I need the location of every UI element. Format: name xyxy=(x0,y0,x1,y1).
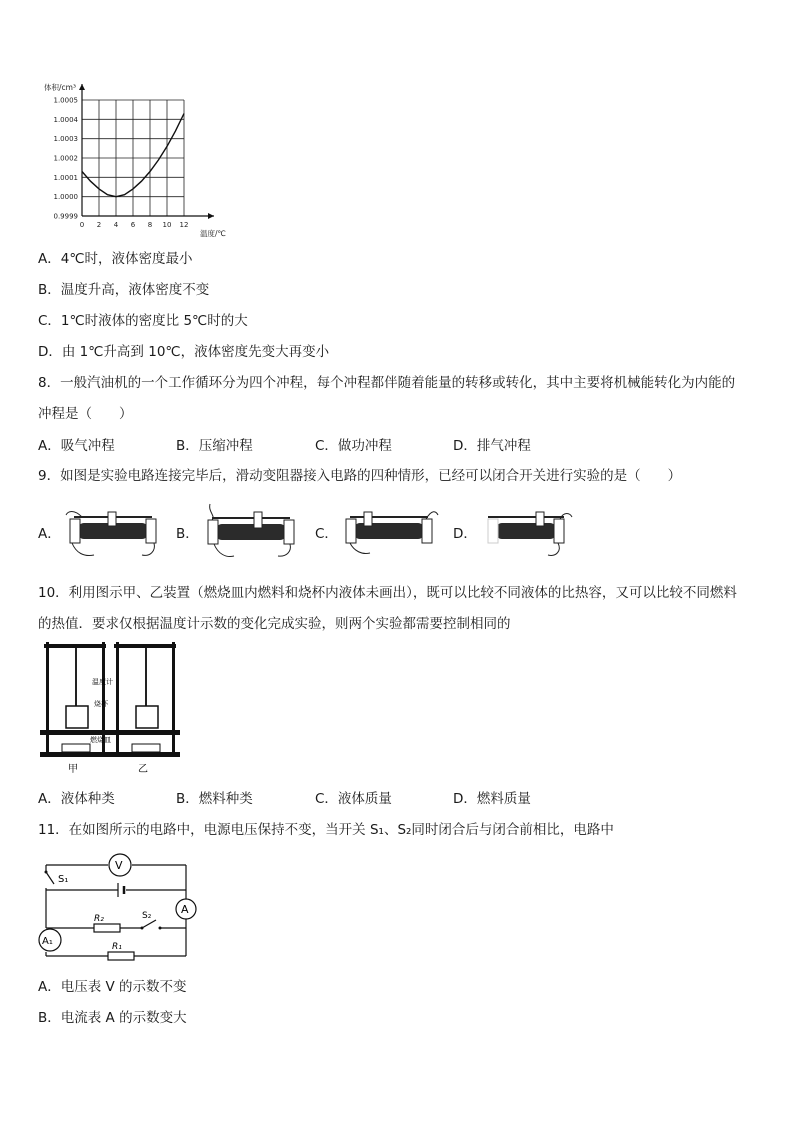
x-tick-label: 8 xyxy=(147,221,153,229)
q11-option-a: A．电压表 V 的示数不变 xyxy=(38,979,187,995)
q9-label-d: D． xyxy=(453,526,477,542)
x-tick-label: 4 xyxy=(113,221,119,229)
q8-stem-line2: 冲程是（ ） xyxy=(38,406,133,422)
label-r1: R₁ xyxy=(112,942,122,952)
x-tick-label: 10 xyxy=(162,221,172,229)
label-beaker: 烧杯 xyxy=(94,700,108,708)
q10-option-b: B．燃料种类 xyxy=(176,791,253,807)
q8-stem-line1: 8．一般汽油机的一个工作循环分为四个冲程，每个冲程都伴随着能量的转移或转化，其中主要将机械能转化为内能的 xyxy=(38,375,736,391)
label-s1: S₁ xyxy=(58,874,69,885)
x-tick-label: 6 xyxy=(130,221,136,229)
rheostat-figure-a xyxy=(64,505,164,560)
rheostat-figure-c xyxy=(340,505,440,560)
q10-option-a: A．液体种类 xyxy=(38,791,115,807)
q8-option-c: C．做功冲程 xyxy=(315,438,392,454)
q11-option-b: B．电流表 A 的示数变大 xyxy=(38,1010,187,1026)
rheostat-figure-d xyxy=(476,505,576,560)
y-axis-arrow xyxy=(79,84,85,90)
label-r2: R₂ xyxy=(94,914,104,924)
volume-temperature-chart xyxy=(36,80,236,240)
q9-label-b: B． xyxy=(176,526,199,542)
label-burner: 燃烧皿 xyxy=(90,736,111,744)
x-tick-label: 0 xyxy=(79,221,85,229)
x-axis-arrow xyxy=(208,213,214,219)
q10-stem-line1: 10．利用图示甲、乙装置（燃烧皿内燃料和烧杯内液体未画出），既可以比较不同液体的比热容，又可以比较不同燃料 xyxy=(38,585,737,601)
q10-stem-line2: 的热值．要求仅根据温度计示数的变化完成实验，则两个实验都需要控制相同的 xyxy=(38,616,511,632)
y-tick-label: 1.0003 xyxy=(53,135,78,144)
q11-stem: 11．在如图所示的电路中，电源电压保持不变，当开关 S₁、S₂同时闭合后与闭合前相比，电路中 xyxy=(38,822,614,838)
q7-option-a: A．4℃时，液体密度最小 xyxy=(38,251,193,267)
q7-option-b: B．温度升高，液体密度不变 xyxy=(38,282,210,298)
q7-option-c: C．1℃时液体的密度比 5℃时的大 xyxy=(38,313,248,329)
label-ammeter-a: A xyxy=(181,903,189,916)
y-tick-label: 1.0005 xyxy=(53,96,78,105)
q9-label-c: C． xyxy=(315,526,338,542)
q10-option-c: C．液体质量 xyxy=(315,791,392,807)
q9-label-a: A． xyxy=(38,526,61,542)
y-tick-label: 0.9999 xyxy=(53,212,78,221)
x-tick-label: 2 xyxy=(96,221,102,229)
q8-option-d: D．排气冲程 xyxy=(453,438,531,454)
q10-option-d: D．燃料质量 xyxy=(453,791,531,807)
q7-option-d: D．由 1℃升高到 10℃，液体密度先变大再变小 xyxy=(38,344,330,360)
x-tick-label: 12 xyxy=(179,221,189,229)
label-jia: 甲 xyxy=(68,764,78,775)
y-axis-label: 体积/cm³ xyxy=(44,83,76,92)
label-yi: 乙 xyxy=(138,764,148,775)
label-thermometer: 温度计 xyxy=(92,678,113,686)
q8-option-b: B．压缩冲程 xyxy=(176,438,253,454)
q9-stem: 9．如图是实验电路连接完毕后，滑动变阻器接入电路的四种情形，已经可以闭合开关进行实验的是（ ） xyxy=(38,468,682,484)
x-axis-label: 温度/℃ xyxy=(200,229,226,238)
label-s2: S₂ xyxy=(142,911,152,921)
y-tick-label: 1.0004 xyxy=(53,115,78,124)
y-tick-label: 1.0000 xyxy=(53,193,78,202)
y-tick-label: 1.0002 xyxy=(53,154,78,163)
heating-apparatus-figure xyxy=(40,640,180,780)
rheostat-figure-b xyxy=(202,502,302,560)
q8-option-a: A．吸气冲程 xyxy=(38,438,115,454)
y-tick-label: 1.0001 xyxy=(53,173,78,182)
label-voltmeter: V xyxy=(115,859,123,872)
label-ammeter-a1: A₁ xyxy=(42,936,53,947)
circuit-diagram xyxy=(38,848,208,968)
